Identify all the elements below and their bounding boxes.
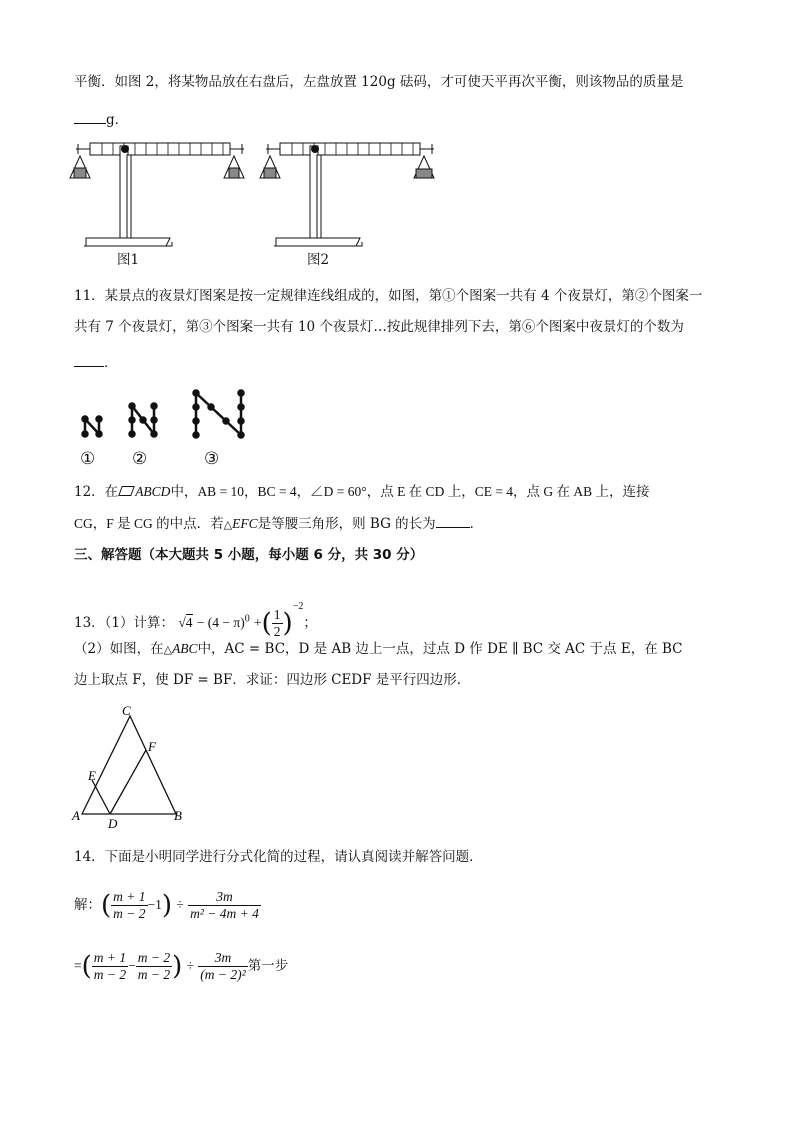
step-label: 第一步: [247, 958, 289, 974]
pattern-label-2: ②: [132, 449, 148, 469]
q10-text-line1: 平衡．如图 2，将某物品放在右盘后，左盘放置 120g 砝码，才可使天平再次平衡，则该物品的质量是: [74, 74, 684, 90]
pattern-3: [194, 391, 244, 438]
label-E: E: [88, 768, 96, 783]
q12-text-line1: 12．在 ABCD中，AB = 10，BC = 4，∠D = 60°，点 E 在 CD 上，CE = 4，点 G 在 AB 上，连接: [74, 484, 650, 500]
q12-text-line2: CG，F 是 CG 的中点．若△EFC是等腰三角形，则 BG 的长为 ．: [74, 513, 483, 535]
label-F: F: [148, 739, 156, 754]
section-heading: 三、解答题（本大题共 5 小题，每小题 6 分，共 30 分）: [74, 547, 424, 563]
pattern-2: [130, 404, 157, 437]
label-B: B: [174, 808, 182, 823]
label-C: C: [122, 703, 131, 718]
q11-text-line2: 共有 7 个夜景灯，第③个图案一共有 10 个夜景灯…按此规律排列下去，第⑥个图案中夜景灯的个数为: [74, 319, 684, 335]
triangle-symbol: △: [223, 518, 233, 531]
pattern-label-3: ③: [204, 449, 220, 469]
q14-step0: 解：( $\frac{m + 1}{m - 2}$ −1) ÷ $\frac{3m}{\text{m² − 4m + 4}}$: [74, 889, 259, 921]
triangle-figure: [64, 700, 194, 830]
night-light-patterns: [74, 385, 254, 445]
unit-label: g．: [106, 112, 129, 128]
pattern-1: [83, 417, 102, 437]
q11-text-line1: 11．某景点的夜景灯图案是按一定规律连线组成的，如图，第①个图案一共有 4 个夜景灯，第②个图案一: [74, 288, 703, 304]
answer-blank[interactable]: [436, 513, 470, 528]
balance-figure-1: [70, 143, 244, 246]
q14-step1: =( $\frac{m + 1}{m - 2}$ − $\frac{m - 2}{m - 2}$ ) ÷ $\frac{3m}{\text{(m − 2)²}}$ 第一步: [74, 950, 289, 982]
figure-2-caption: 图2: [307, 252, 330, 268]
pattern-label-1: ①: [80, 449, 96, 469]
label-D: D: [108, 816, 118, 830]
parallelogram-symbol: [118, 486, 135, 496]
period: ．: [104, 355, 118, 371]
triangle-symbol: △: [163, 643, 173, 656]
answer-blank[interactable]: [74, 352, 104, 367]
q13-part1: 13．（1）计算： $√4 - (4 - \pi)^0$ +( $\frac{1}{2}$ )$^{-2}$；: [74, 601, 317, 639]
figure-1-caption: 图1: [117, 252, 140, 268]
q11-text-line3: [74, 352, 118, 373]
fraction-one-half: $\frac{1}{2}$: [273, 607, 281, 639]
q14-text-line1: 14．下面是小明同学进行分式化简的过程，请认真阅读并解答问题．: [74, 849, 483, 865]
q13-part2-line1: （2）如图，在△ABC中，AC = BC，D 是 AB 边上一点，过点 D 作 DE ∥ BC 交 AC 于点 E，在 BC: [74, 641, 683, 657]
q10-text-line2: [74, 109, 128, 130]
sqrt-expression: √4: [178, 615, 193, 630]
answer-blank[interactable]: [74, 109, 106, 124]
q13-part2-line2: 边上取点 F，使 DF = BF．求证：四边形 CEDF 是平行四边形．: [74, 672, 471, 688]
balance-figure-2: [260, 143, 434, 246]
label-A: A: [72, 808, 80, 823]
